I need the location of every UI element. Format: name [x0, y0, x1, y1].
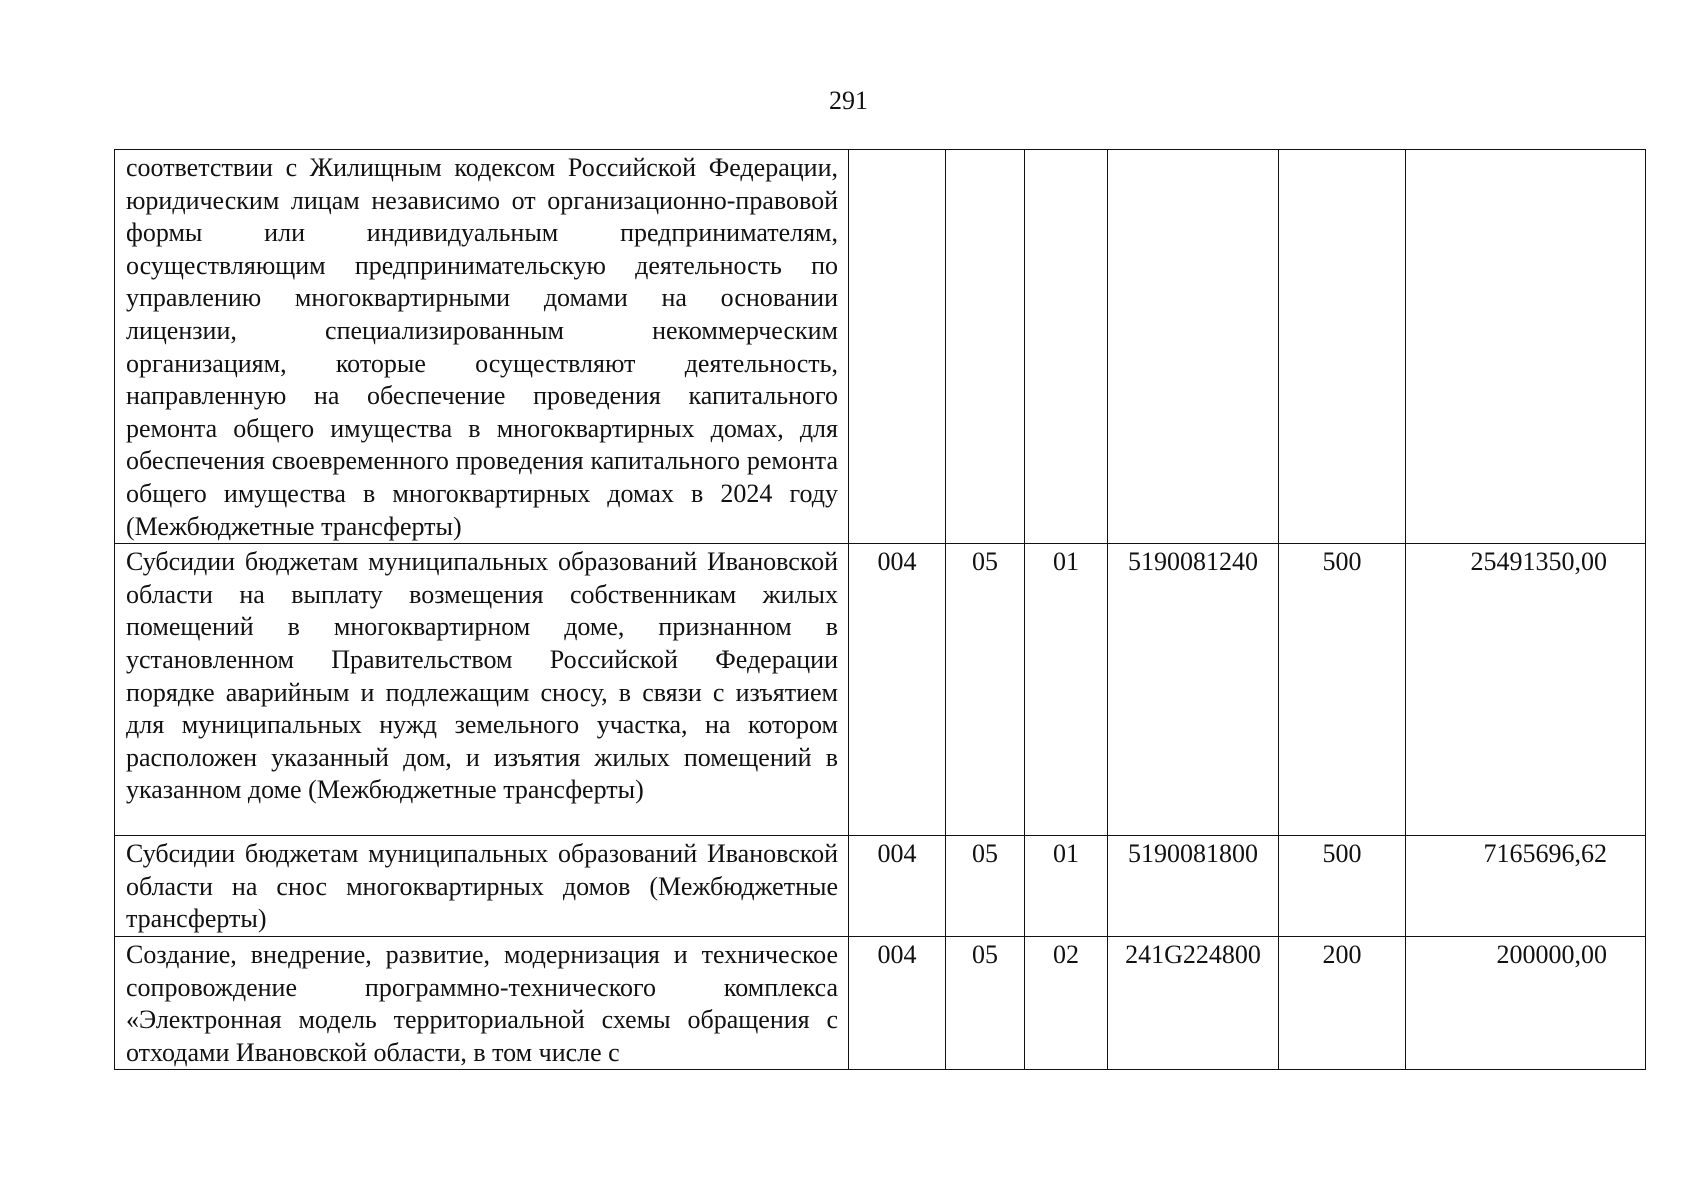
ministry-code: 004 — [849, 544, 946, 836]
section-code — [946, 150, 1025, 544]
subsection-code: 01 — [1025, 544, 1108, 836]
ministry-code — [849, 150, 946, 544]
target-article-code: 5190081800 — [1108, 836, 1279, 937]
table-row — [115, 936, 1646, 1069]
expense-type-code: 200 — [1279, 936, 1406, 1069]
target-article-code: 241G224800 — [1108, 936, 1279, 1069]
table-row — [115, 836, 1646, 937]
row-description-cell — [115, 544, 849, 836]
section-code: 05 — [946, 836, 1025, 937]
expense-type-code: 500 — [1279, 836, 1406, 937]
section-code: 05 — [946, 544, 1025, 836]
expense-type-code: 500 — [1279, 544, 1406, 836]
row-description: Субсидии бюджетам муниципальных образований Ивановской области на выплату возмещения собственникам жилых помещений в многоквартирном доме, признанном в установленном Правительством Российской Федерации порядке аварийным и подлежащим сносу, в связи с изъятием для муниципальных нужд земельного участка, на котором расположен указанный дом, и изъятия жилых помещений в указанном доме (Межбюджетные трансферты) — [126, 547, 838, 805]
budget-table — [114, 149, 1646, 1070]
amount-value: 7165696,62 — [1406, 836, 1646, 937]
amount-value: 200000,00 — [1406, 936, 1646, 1069]
subsection-code: 02 — [1025, 936, 1108, 1069]
target-article-code — [1108, 150, 1279, 544]
ministry-code: 004 — [849, 936, 946, 1069]
row-description-cell — [115, 836, 849, 937]
row-description-cell — [115, 150, 849, 544]
amount-value: 25491350,00 — [1406, 544, 1646, 836]
subsection-code — [1025, 150, 1108, 544]
row-description: Создание, внедрение, развитие, модернизация и техническое сопровождение программно-технического комплекса «Электронная модель территориальной схемы обращения с отходами Ивановской области, в том числе с — [126, 939, 838, 1067]
ministry-code: 004 — [849, 836, 946, 937]
amount-value — [1406, 150, 1646, 544]
expense-type-code — [1279, 150, 1406, 544]
section-code: 05 — [946, 936, 1025, 1069]
table-row — [115, 544, 1646, 836]
row-description-cell — [115, 936, 849, 1069]
row-description: Субсидии бюджетам муниципальных образований Ивановской области на снос многоквартирных домов (Межбюджетные трансферты) — [126, 839, 838, 934]
row-description: соответствии с Жилищным кодексом Российской Федерации, юридическим лицам независимо от организационно-правовой формы или индивидуальным предпринимателям, осуществляющим предпринимательскую деятельность по управлению многоквартирными домами на основании лицензии, специализированным некоммерческим организациям, которые осуществляют деятельность, направленную на обеспечение проведения капитального ремонта общего имущества в многоквартирных домах, для обеспечения своевременного проведения капитального ремонта общего имущества в многоквартирных домах в 2024 году (Межбюджетные трансферты) — [126, 153, 838, 541]
page-number: 291 — [829, 86, 868, 115]
table-row — [115, 150, 1646, 544]
subsection-code: 01 — [1025, 836, 1108, 937]
target-article-code: 5190081240 — [1108, 544, 1279, 836]
